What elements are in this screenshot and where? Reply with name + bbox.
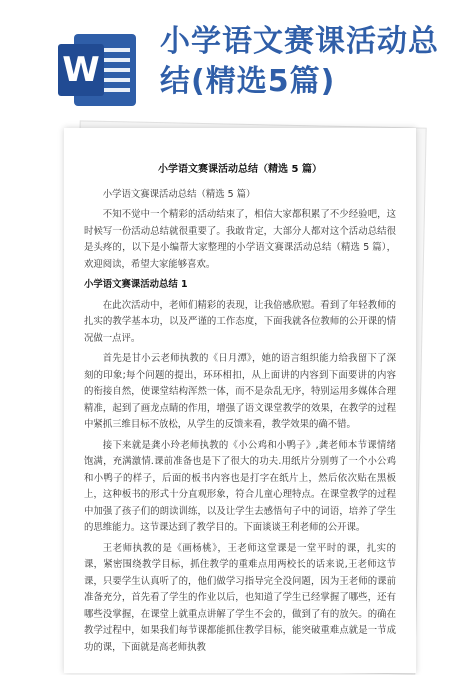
paragraph: 接下来就是龚小玲老师执教的《小公鸡和小鸭子》,龚老师本节课情绪饱满，充满激情.课前准备也是下了很大的功夫.用纸片分别剪了一个小公鸡和小鸭子的样子，后面的板书内容也是打字在纸片上，然后依次贴在黑板上，这种板书的形式十分直观形象，符合儿童心理特点。在课堂教学的过程中加强了孩子们的朗读训练，以及让学生去感悟句子中的词语，培养了学生的思维能力。这节课达到了教学目的。下面谈谈王利老师的公开课。	[84, 439, 396, 533]
word-icon-line	[100, 58, 130, 62]
document-page	[64, 128, 416, 673]
word-icon-line	[100, 78, 130, 82]
document-body	[84, 162, 396, 660]
word-icon-line	[100, 48, 130, 52]
paragraph: 首先是甘小云老师执教的《日月潭》，她的语言组织能力给我留下了深刻的印象;每个问题的提出，环环相扣，从上面讲的内容到下面要讲的内容的衔接自然，使课堂结构浑然一体，而不是杂乱无序，特别运用多媒体合理精准，起到了画龙点睛的作用，增强了语文课堂教学的效果，在教学的过程中紧抓三维目标不放松，从学生的反馈来看，教学效果的确不错。	[84, 353, 396, 430]
page-title: 小学语文赛课活动总结(精选5篇)	[160, 24, 439, 99]
paragraph: 在此次活动中，老师们精彩的表现，让我倍感欣慰。看到了年轻教师的扎实的教学基本功，以及严谨的工作态度，下面我就各位教师的公开课的情况做一点评。	[84, 299, 396, 344]
header-banner	[0, 0, 474, 135]
word-document-icon	[58, 34, 138, 106]
word-icon-line	[100, 88, 130, 92]
word-icon-line	[100, 68, 130, 72]
document-content	[84, 187, 396, 657]
paragraph: 小学语文赛课活动总结（精选 5 篇）	[102, 188, 256, 200]
paragraph: 不知不觉中一个精彩的活动结束了，相信大家都积累了不少经验吧，这时候写一份活动总结就很重要了。我敢肯定，大部分人都对这个活动总结很是头疼的，以下是小编帮大家整理的小学语文赛课活动总结（精选 5 篇），欢迎阅读，希望大家能够喜欢。	[84, 209, 396, 270]
document-title: 小学语文赛课活动总结（精选 5 篇）	[158, 164, 322, 175]
document-preview	[64, 128, 422, 669]
word-icon-letter: W	[58, 44, 104, 96]
section-heading: 小学语文赛课活动总结 1	[84, 279, 188, 290]
paragraph: 王老师执教的是《画杨桃》，王老师这堂课是一堂平时的课，扎实的课，紧密围绕教学目标，抓住教学的重难点用两校长的话来说,王老师这节课，只要学生认真听了的，他们做学习指导完全没问题，因为王老师的课前准备充分，首先看了学生的作业以后，也知道了学生已经掌握了哪些，还有哪些没掌握，在课堂上就重点讲解了学生不会的，做到了有的放矢。的确在教学过程中，如果我们每节课都能抓住教学目标，能突破重难点就是一节成功的课，下面就是高老师执教	[84, 542, 396, 653]
